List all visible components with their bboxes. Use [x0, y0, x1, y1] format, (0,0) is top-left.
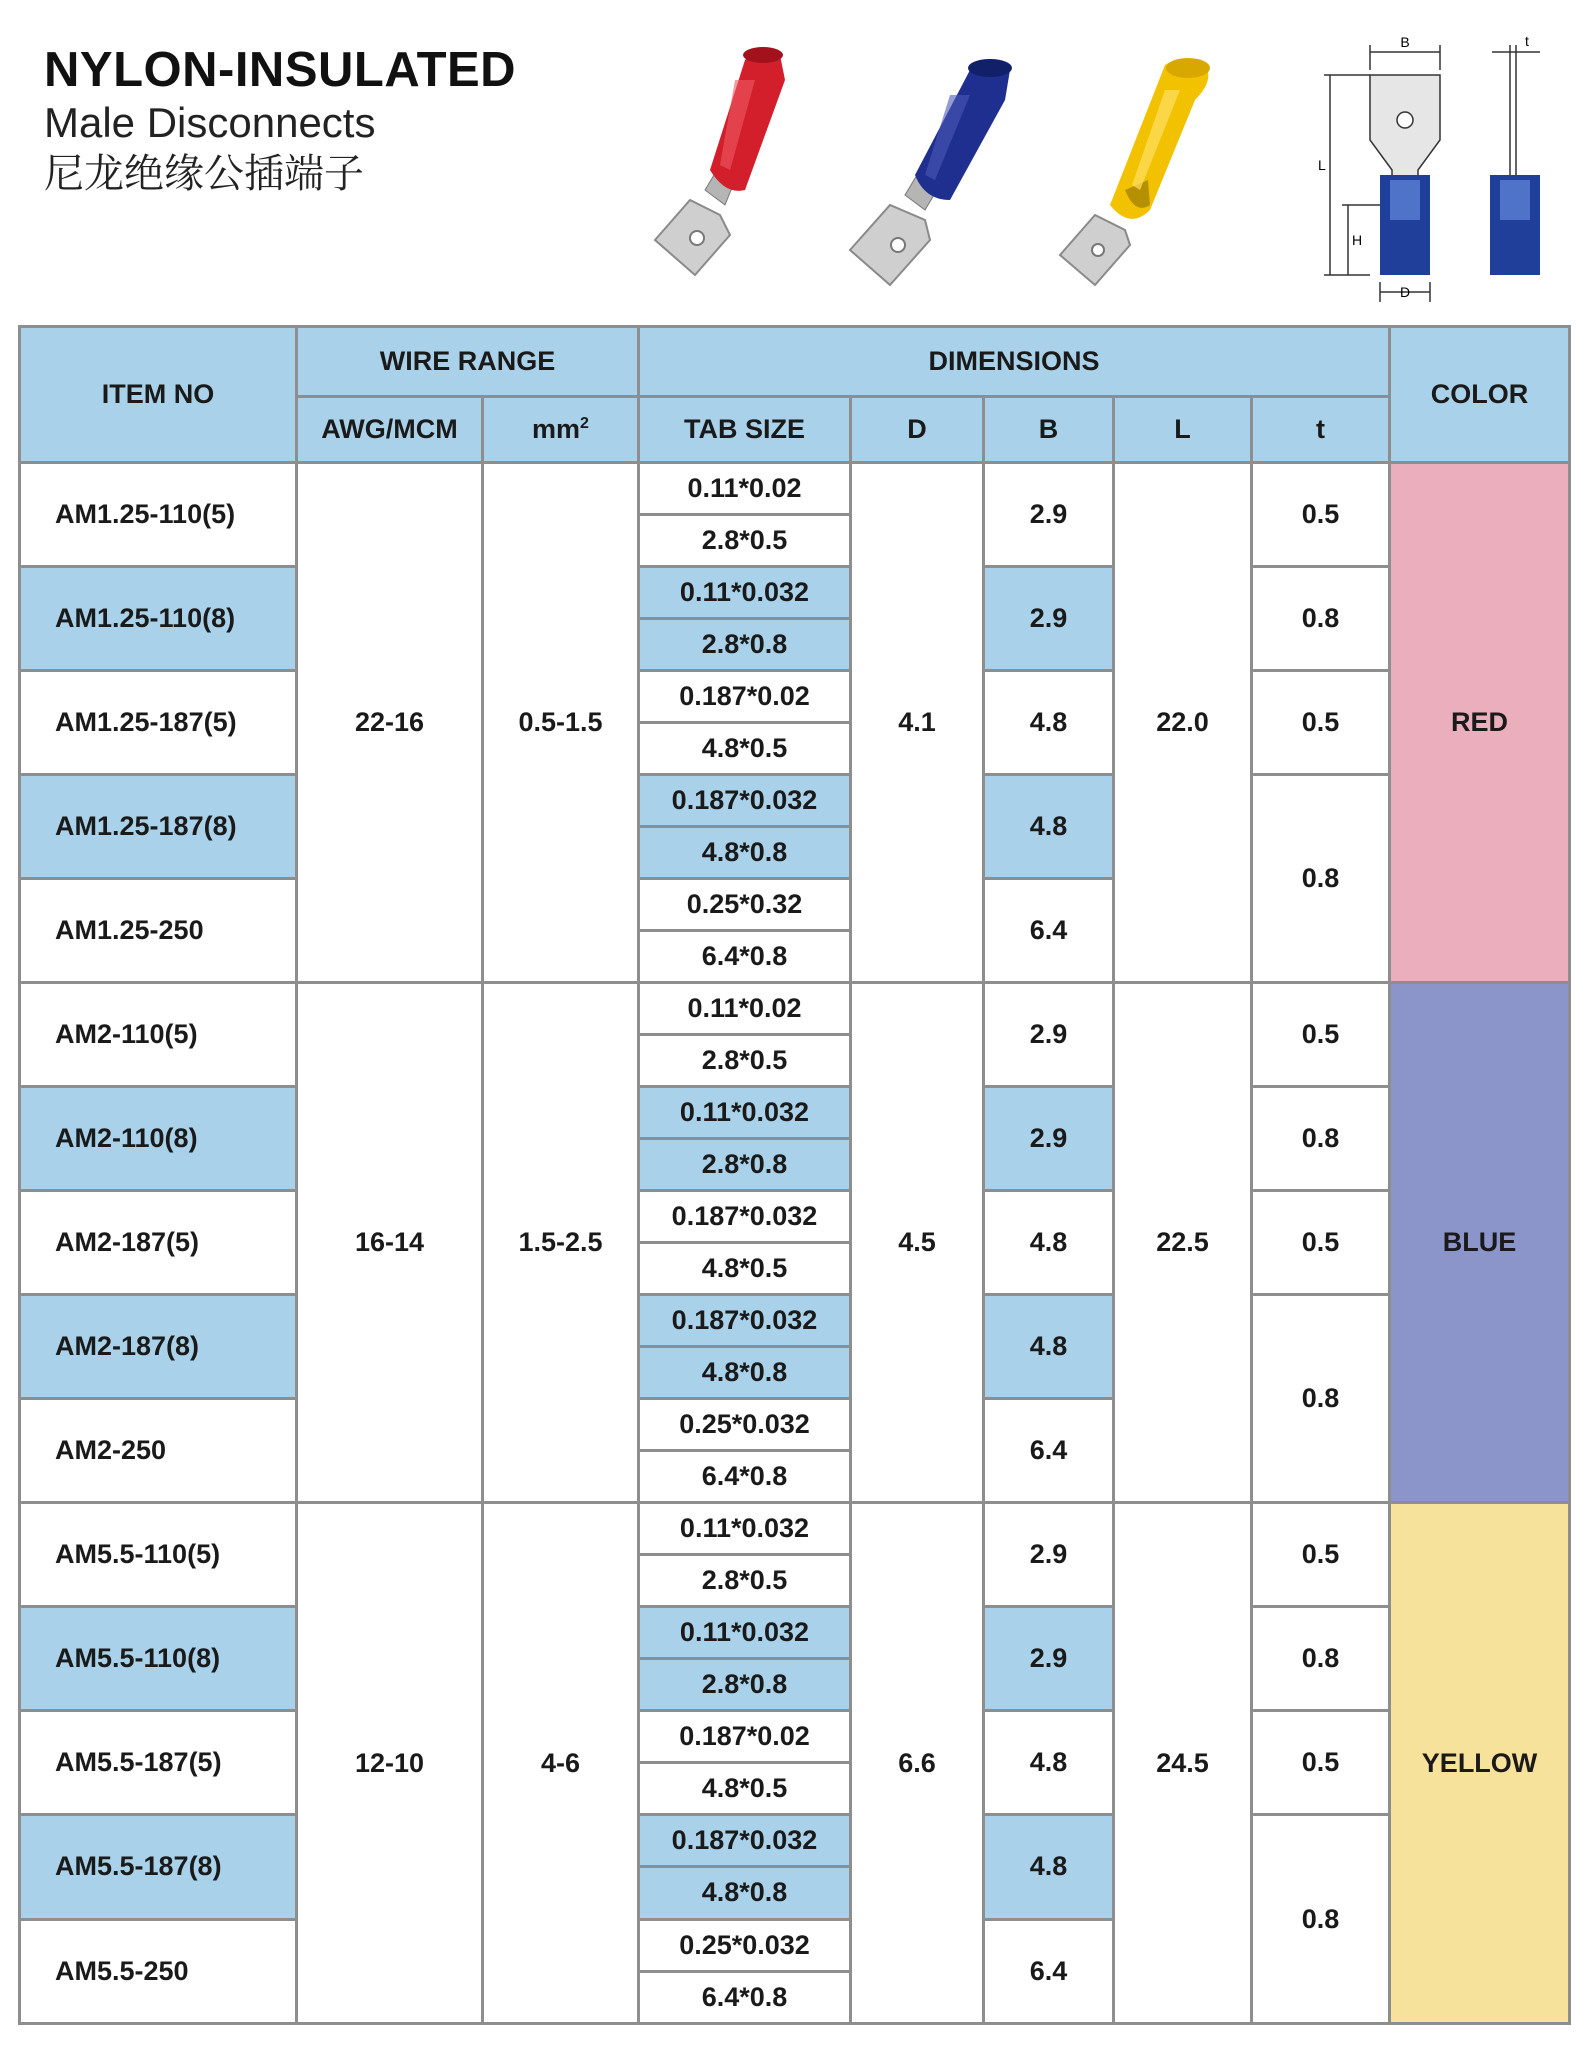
t-cell: 0.8 — [1252, 567, 1390, 671]
l-cell: 22.0 — [1114, 463, 1252, 983]
b-cell: 4.8 — [984, 775, 1114, 879]
page-subtitle-chinese: 尼龙绝缘公插端子 — [44, 151, 364, 197]
tab-size-inch-cell: 0.25*0.032 — [639, 1399, 851, 1451]
page-title: NYLON-INSULATED — [44, 43, 517, 97]
item-no-cell: AM5.5-110(8) — [20, 1607, 297, 1711]
red-terminal-image — [635, 40, 815, 290]
table-row — [20, 1503, 1570, 1555]
table-row — [20, 983, 1570, 1035]
t-cell: 0.8 — [1252, 1295, 1390, 1503]
tab-size-inch-cell: 0.11*0.032 — [639, 1503, 851, 1555]
header-wire-range: WIRE RANGE — [297, 327, 639, 397]
diagram-label-b: B — [1400, 34, 1410, 50]
l-cell: 22.5 — [1114, 983, 1252, 1503]
color-cell: YELLOW — [1390, 1503, 1570, 2024]
b-cell: 2.9 — [984, 463, 1114, 567]
tab-size-inch-cell: 0.187*0.032 — [639, 775, 851, 827]
b-cell: 6.4 — [984, 1399, 1114, 1503]
tab-size-mm-cell: 4.8*0.5 — [639, 1243, 851, 1295]
header-color: COLOR — [1390, 327, 1570, 463]
diagram-label-t: t — [1525, 33, 1529, 49]
tab-size-mm-cell: 2.8*0.8 — [639, 619, 851, 671]
header-d: D — [851, 397, 984, 463]
awg-cell: 16-14 — [297, 983, 483, 1503]
header-l: L — [1114, 397, 1252, 463]
header-mm-text: mm — [532, 414, 581, 445]
b-cell: 6.4 — [984, 1919, 1114, 2024]
item-no-cell: AM1.25-110(5) — [20, 463, 297, 567]
tab-size-inch-cell: 0.11*0.02 — [639, 983, 851, 1035]
item-no-cell: AM1.25-187(8) — [20, 775, 297, 879]
b-cell: 4.8 — [984, 671, 1114, 775]
t-cell: 0.8 — [1252, 1815, 1390, 2024]
b-cell: 4.8 — [984, 1191, 1114, 1295]
header-mm-sup: 2 — [580, 415, 589, 433]
tab-size-inch-cell: 0.187*0.032 — [639, 1295, 851, 1347]
t-cell: 0.5 — [1252, 1711, 1390, 1815]
b-cell: 4.8 — [984, 1711, 1114, 1815]
table-row — [20, 1087, 1570, 1139]
header-awg: AWG/MCM — [297, 397, 483, 463]
table-row — [20, 1815, 1570, 1867]
diagram-label-h: H — [1352, 232, 1363, 248]
spec-table — [18, 325, 1571, 2025]
t-cell: 0.5 — [1252, 983, 1390, 1087]
mm2-cell: 4-6 — [483, 1503, 639, 2024]
tab-size-inch-cell: 0.187*0.032 — [639, 1191, 851, 1243]
dimension-diagram — [1310, 30, 1560, 310]
awg-cell: 12-10 — [297, 1503, 483, 2024]
tab-size-mm-cell: 6.4*0.8 — [639, 931, 851, 983]
b-cell: 2.9 — [984, 1503, 1114, 1607]
tab-size-inch-cell: 0.11*0.032 — [639, 1607, 851, 1659]
item-no-cell: AM2-187(5) — [20, 1191, 297, 1295]
item-no-cell: AM5.5-110(5) — [20, 1503, 297, 1607]
item-no-cell: AM2-187(8) — [20, 1295, 297, 1399]
header-row-1 — [20, 327, 1570, 397]
table-row — [20, 463, 1570, 515]
item-no-cell: AM1.25-110(8) — [20, 567, 297, 671]
t-cell: 0.5 — [1252, 671, 1390, 775]
d-cell: 6.6 — [851, 1503, 984, 2024]
header-item-no: ITEM NO — [20, 327, 297, 463]
item-no-cell: AM1.25-187(5) — [20, 671, 297, 775]
tab-size-mm-cell: 4.8*0.5 — [639, 1763, 851, 1815]
table-row — [20, 1295, 1570, 1347]
yellow-terminal-image — [1040, 40, 1240, 290]
b-cell: 4.8 — [984, 1815, 1114, 1919]
header-b: B — [984, 397, 1114, 463]
tab-size-mm-cell: 2.8*0.8 — [639, 1139, 851, 1191]
item-no-cell: AM5.5-187(5) — [20, 1711, 297, 1815]
item-no-cell: AM2-250 — [20, 1399, 297, 1503]
diagram-label-d: D — [1399, 284, 1411, 300]
tab-size-inch-cell: 0.187*0.02 — [639, 1711, 851, 1763]
tab-size-inch-cell: 0.187*0.02 — [639, 671, 851, 723]
t-cell: 0.8 — [1252, 1087, 1390, 1191]
tab-size-mm-cell: 4.8*0.5 — [639, 723, 851, 775]
tab-size-inch-cell: 0.187*0.032 — [639, 1815, 851, 1867]
item-no-cell: AM5.5-250 — [20, 1919, 297, 2024]
tab-size-mm-cell: 6.4*0.8 — [639, 1971, 851, 2023]
b-cell: 2.9 — [984, 983, 1114, 1087]
tab-size-inch-cell: 0.11*0.032 — [639, 1087, 851, 1139]
tab-size-inch-cell: 0.11*0.032 — [639, 567, 851, 619]
t-cell: 0.8 — [1252, 775, 1390, 983]
item-no-cell: AM2-110(8) — [20, 1087, 297, 1191]
b-cell: 2.9 — [984, 567, 1114, 671]
tab-size-mm-cell: 2.8*0.5 — [639, 1555, 851, 1607]
tab-size-mm-cell: 4.8*0.8 — [639, 1347, 851, 1399]
header-t: t — [1252, 397, 1390, 463]
color-cell: BLUE — [1390, 983, 1570, 1503]
title-block — [44, 42, 516, 200]
l-cell: 24.5 — [1114, 1503, 1252, 2024]
tab-size-mm-cell: 4.8*0.8 — [639, 1867, 851, 1919]
tab-size-mm-cell: 2.8*0.8 — [639, 1659, 851, 1711]
tab-size-mm-cell: 6.4*0.8 — [639, 1451, 851, 1503]
b-cell: 2.9 — [984, 1607, 1114, 1711]
page-subtitle: Male Disconnects — [44, 99, 376, 146]
table-row — [20, 1711, 1570, 1763]
table-row — [20, 567, 1570, 619]
header-tab-size: TAB SIZE — [639, 397, 851, 463]
b-cell: 6.4 — [984, 879, 1114, 983]
mm2-cell: 0.5-1.5 — [483, 463, 639, 983]
table-row — [20, 775, 1570, 827]
tab-size-inch-cell: 0.25*0.32 — [639, 879, 851, 931]
table-row — [20, 1191, 1570, 1243]
b-cell: 4.8 — [984, 1295, 1114, 1399]
table-row — [20, 671, 1570, 723]
item-no-cell: AM1.25-250 — [20, 879, 297, 983]
tab-size-mm-cell: 2.8*0.5 — [639, 1035, 851, 1087]
header-mm2 — [483, 397, 639, 463]
tab-size-inch-cell: 0.25*0.032 — [639, 1919, 851, 1971]
t-cell: 0.5 — [1252, 1191, 1390, 1295]
tab-size-mm-cell: 2.8*0.5 — [639, 515, 851, 567]
t-cell: 0.5 — [1252, 463, 1390, 567]
awg-cell: 22-16 — [297, 463, 483, 983]
item-no-cell: AM5.5-187(8) — [20, 1815, 297, 1919]
t-cell: 0.8 — [1252, 1607, 1390, 1711]
d-cell: 4.1 — [851, 463, 984, 983]
t-cell: 0.5 — [1252, 1503, 1390, 1607]
mm2-cell: 1.5-2.5 — [483, 983, 639, 1503]
d-cell: 4.5 — [851, 983, 984, 1503]
blue-terminal-image — [830, 40, 1030, 290]
diagram-label-l: L — [1318, 157, 1326, 173]
tab-size-mm-cell: 4.8*0.8 — [639, 827, 851, 879]
item-no-cell: AM2-110(5) — [20, 983, 297, 1087]
spec-table-body — [20, 327, 1570, 2024]
color-cell: RED — [1390, 463, 1570, 983]
header-dimensions: DIMENSIONS — [639, 327, 1390, 397]
b-cell: 2.9 — [984, 1087, 1114, 1191]
table-row — [20, 1607, 1570, 1659]
tab-size-inch-cell: 0.11*0.02 — [639, 463, 851, 515]
